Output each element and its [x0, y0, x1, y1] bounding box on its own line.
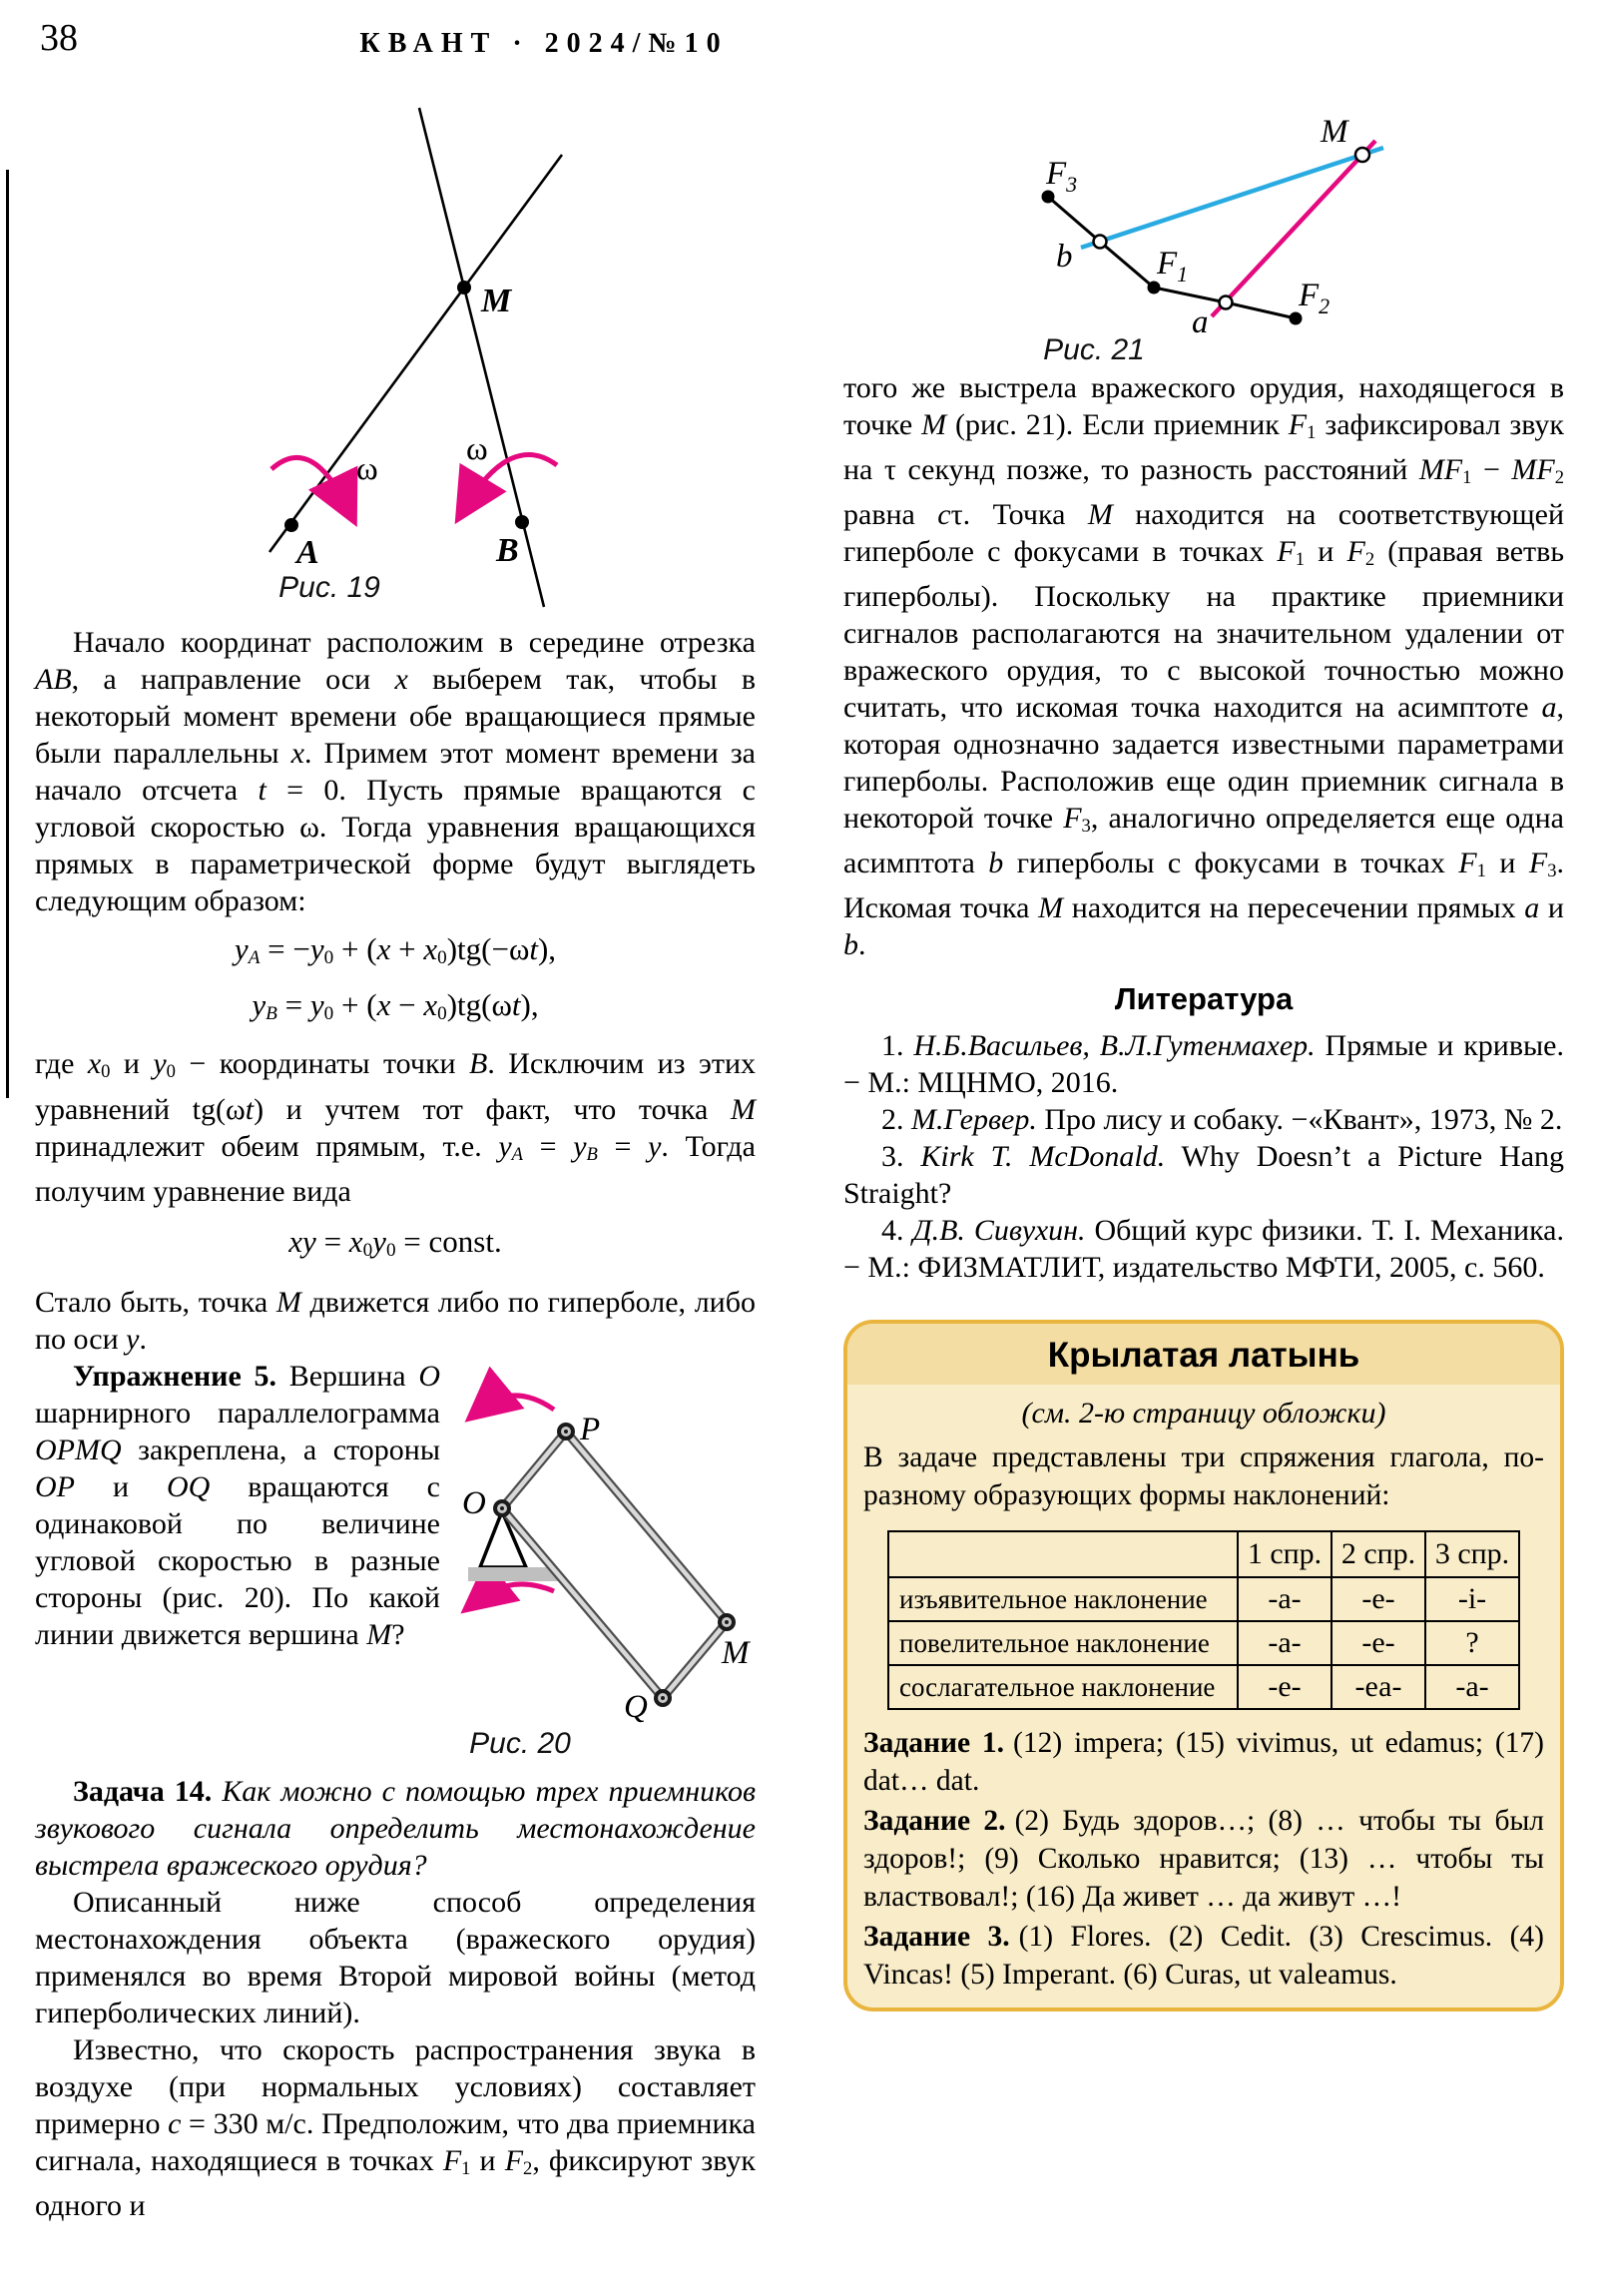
intro-paragraph: Начало координат расположим в середине отрезка AB, а направление оси x выберем так, чтобы в некоторый момент времени обе вращающиеся прямые были параллельны x. Примем этот момент времени за начало отсчета t = 0. Пусть прямые вращаются с угловой скоростью ω. Тогда уравнения вращающихся прямых в параметрической форме будут выглядеть следующим образом: [35, 626, 757, 917]
fig21-asymptote-a [1212, 141, 1375, 316]
fig20-caption: Рис. 20 [469, 1726, 571, 1760]
latin-box-title: Крылатая латынь [847, 1324, 1560, 1385]
fig20-label-Q: Q [624, 1688, 648, 1725]
table-row [888, 1577, 1519, 1621]
fig21-asymptote-b [1081, 148, 1383, 248]
latin-task-1 [847, 1722, 1560, 1800]
task-text: (12) impera; (15) vivimus, ut edamus; (17) dat… dat. [863, 1727, 1544, 1798]
mood-label: сослагательное наклонение [888, 1665, 1238, 1709]
task-label: Задание 1. [863, 1727, 1004, 1760]
hyperbola-method-paragraph: того же выстрела вражеского орудия, находящегося в точке M (рис. 21). Если приемник F1 зафиксировал звук на τ секунд позже, то разность расстояний MF1 − MF2 равна cτ. Точка M находится на соответствующей гиперболе с фокусами в точках F1 и F2 (правая ветвь гиперболы). Поскольку на практике приемники сигналов располагаются на значительном удалении от вражеского орудия, то с высокой точностью можно считать, что искомая точка находится на асимптоте a, которая однозначно задается известными параметрами гиперболы. Расположив еще один приемник сигнала в некоторой точке F3, аналогично определяется еще одна асимптота b гиперболы с фокусами в точках F1 и F3. Искомая точка M находится на пересечении прямых a и b. [843, 371, 1565, 962]
fig20-joints [493, 1423, 736, 1707]
equation-block [35, 925, 756, 1037]
fig21-label-b: b [1056, 239, 1073, 275]
table-cell: ? [1425, 1621, 1519, 1665]
figure-21 [843, 80, 1564, 369]
latin-task-2 [847, 1800, 1560, 1916]
table-header-empty [888, 1531, 1238, 1577]
table-cell: -i- [1425, 1577, 1519, 1621]
table-cell: -а- [1238, 1621, 1331, 1665]
task-text: (1) Flores. (2) Cedit. (3) Crescimus. (4) Vincas! (5) Imperant. (6) Curas, ut valeamus. [863, 1921, 1544, 1992]
fig19-label-B: B [496, 532, 519, 569]
literature-heading: Литература [1114, 981, 1294, 1017]
winged-latin-box [843, 1320, 1564, 2011]
exercise-5-paragraph: O P M Q Рис. 20 Упражнение 5. Вершина O шарнирного параллелограмма OPMQ закреплена, а стороны OP и OQ вращаются с одинаковой по величине угловой скоростью в разные стороны (рис. 20). По какой линии движется вершина M? [35, 1358, 756, 1653]
mood-label: повелительное наклонение [888, 1621, 1238, 1665]
fig19-rotation-arrow-A [271, 457, 348, 509]
right-column [843, 80, 1564, 2011]
latin-task-3 [847, 1916, 1560, 1994]
reference-item: 4. Д.В. Сивухин. Общий курс физики. Т. I. Механика. − М.: ФИЗМАТЛИТ, издательство МФТИ, 2005, с. 560. [843, 1214, 1565, 1285]
fig19-omega-left: ω [356, 451, 378, 487]
task-label: Задание 3. [863, 1921, 1010, 1954]
table-cell: -еа- [1331, 1665, 1425, 1709]
fig21-label-F3: $F_3$ [1046, 156, 1078, 197]
fig21-point-F3 [1042, 191, 1055, 204]
fig19-caption: Рис. 19 [278, 571, 380, 604]
table-cell: -а- [1238, 1577, 1331, 1621]
table-row [888, 1621, 1519, 1665]
equation-ya: yA = −y0 + (x + x0)tg(−ωt), [234, 931, 557, 969]
fig20-label-O: O [462, 1484, 486, 1521]
conclusion-paragraph: Стало быть, точка M движется либо по гиперболе, либо по оси y. [35, 1285, 756, 1356]
fig19-point-B [515, 515, 529, 529]
page-number: 38 [40, 17, 78, 59]
fig20-hinge-support [480, 1511, 526, 1567]
fig20-label-P: P [580, 1411, 601, 1447]
sound-speed-paragraph: Известно, что скорость распространения звука в воздухе (при нормальных условиях) составляет примерно c = 330 м/с. Предположим, что два приемника сигнала, находящиеся в точках F1 и F2, фиксируют звук одного и [35, 2032, 756, 2222]
fig19-point-A [284, 518, 298, 532]
figure-20 [454, 1362, 756, 1761]
fig21-point-F1 [1148, 282, 1161, 294]
reference-item: 1. Н.Б.Васильев, В.Л.Гутенмахер. Прямые и кривые. − М.: МЦНМО, 2016. [843, 1029, 1564, 1100]
fig19-label-M: M [481, 283, 512, 319]
table-row [888, 1665, 1519, 1709]
figure-19 [35, 80, 756, 624]
fig19-point-M [457, 281, 471, 294]
fig21-label-F1: $F_1$ [1157, 246, 1189, 287]
fig20-label-M: M [722, 1634, 750, 1671]
table-cell: -а- [1425, 1665, 1519, 1709]
mood-label: изъявительное наклонение [888, 1577, 1238, 1621]
fig20-rotation-arrow-top [480, 1396, 554, 1410]
fig19-line-through-A [269, 155, 562, 552]
fig20-support-base [468, 1567, 558, 1581]
fig21-label-M: M [1321, 114, 1348, 150]
fig20-rods-outline [502, 1432, 727, 1698]
derivation-paragraph: где x0 и y0 − координаты точки B. Исключим из этих уравнений tg(ωt) и учтем тот факт, что точка M принадлежит обеим прямым, т.е. yA = yB = y. Тогда получим уравнение вида [35, 1047, 756, 1208]
fig20-rotation-arrow-bottom [476, 1584, 554, 1601]
table-header-conj2: 2 спр. [1331, 1531, 1425, 1577]
equation-yb: yB = y0 + (x − x0)tg(ωt), [252, 987, 539, 1025]
journal-header: КВАНТ · 2024/№10 [359, 28, 729, 59]
task-text: (2) Будь здоров…; (8) … чтобы ты был здоров!; (9) Сколько нравится; (13) … чтобы ты властвовал!; (16) Да живет … да живут …! [863, 1805, 1544, 1914]
fig19-line-through-B [419, 108, 544, 607]
reference-item: 3. Kirk T. McDonald. Why Doesn’t a Picture Hang Straight? [843, 1140, 1565, 1211]
fig21-point-F2 [1290, 312, 1303, 325]
left-column [35, 80, 756, 2224]
conjugation-table [887, 1530, 1520, 1710]
latin-box-intro: В задаче представлены три спряжения глагола, по-разному образующих формы наклонений: [863, 1441, 1544, 1512]
fig21-node-on-a [1220, 296, 1233, 309]
equation-hyperbola: xy = x0y0 = const. [288, 1223, 502, 1261]
fig19-label-A: A [296, 534, 319, 571]
table-cell: -е- [1238, 1665, 1331, 1709]
fig21-label-F2: $F_2$ [1299, 278, 1331, 318]
table-header-conj3: 3 спр. [1425, 1531, 1519, 1577]
table-cell: -е- [1331, 1577, 1425, 1621]
latin-box-subtitle: (см. 2-ю страницу обложки) [1021, 1397, 1386, 1431]
fig21-label-a: a [1192, 304, 1209, 340]
fig19-omega-right: ω [466, 431, 488, 467]
fig21-point-M [1355, 148, 1369, 162]
problem-14-statement: Задача 14. Как можно с помощью трех приемников звукового сигнала определить местонахождение выстрела вражеского орудия? [35, 1774, 756, 1882]
table-header-row [888, 1531, 1519, 1577]
scan-binding-line [6, 170, 9, 1098]
table-cell: -е- [1331, 1621, 1425, 1665]
fig21-node-on-b [1094, 236, 1107, 249]
table-header-conj1: 1 спр. [1238, 1531, 1331, 1577]
task-label: Задание 2. [863, 1805, 1006, 1838]
reference-item: 2. М.Гервер. Про лису и собаку. −«Квант», 1973, № 2. [881, 1103, 1563, 1137]
fig21-caption: Рис. 21 [1043, 333, 1145, 366]
method-history-paragraph: Описанный ниже способ определения местонахождения объекта (вражеского орудия) применялся во время Второй мировой войны (метод гиперболических линий). [35, 1885, 756, 2029]
